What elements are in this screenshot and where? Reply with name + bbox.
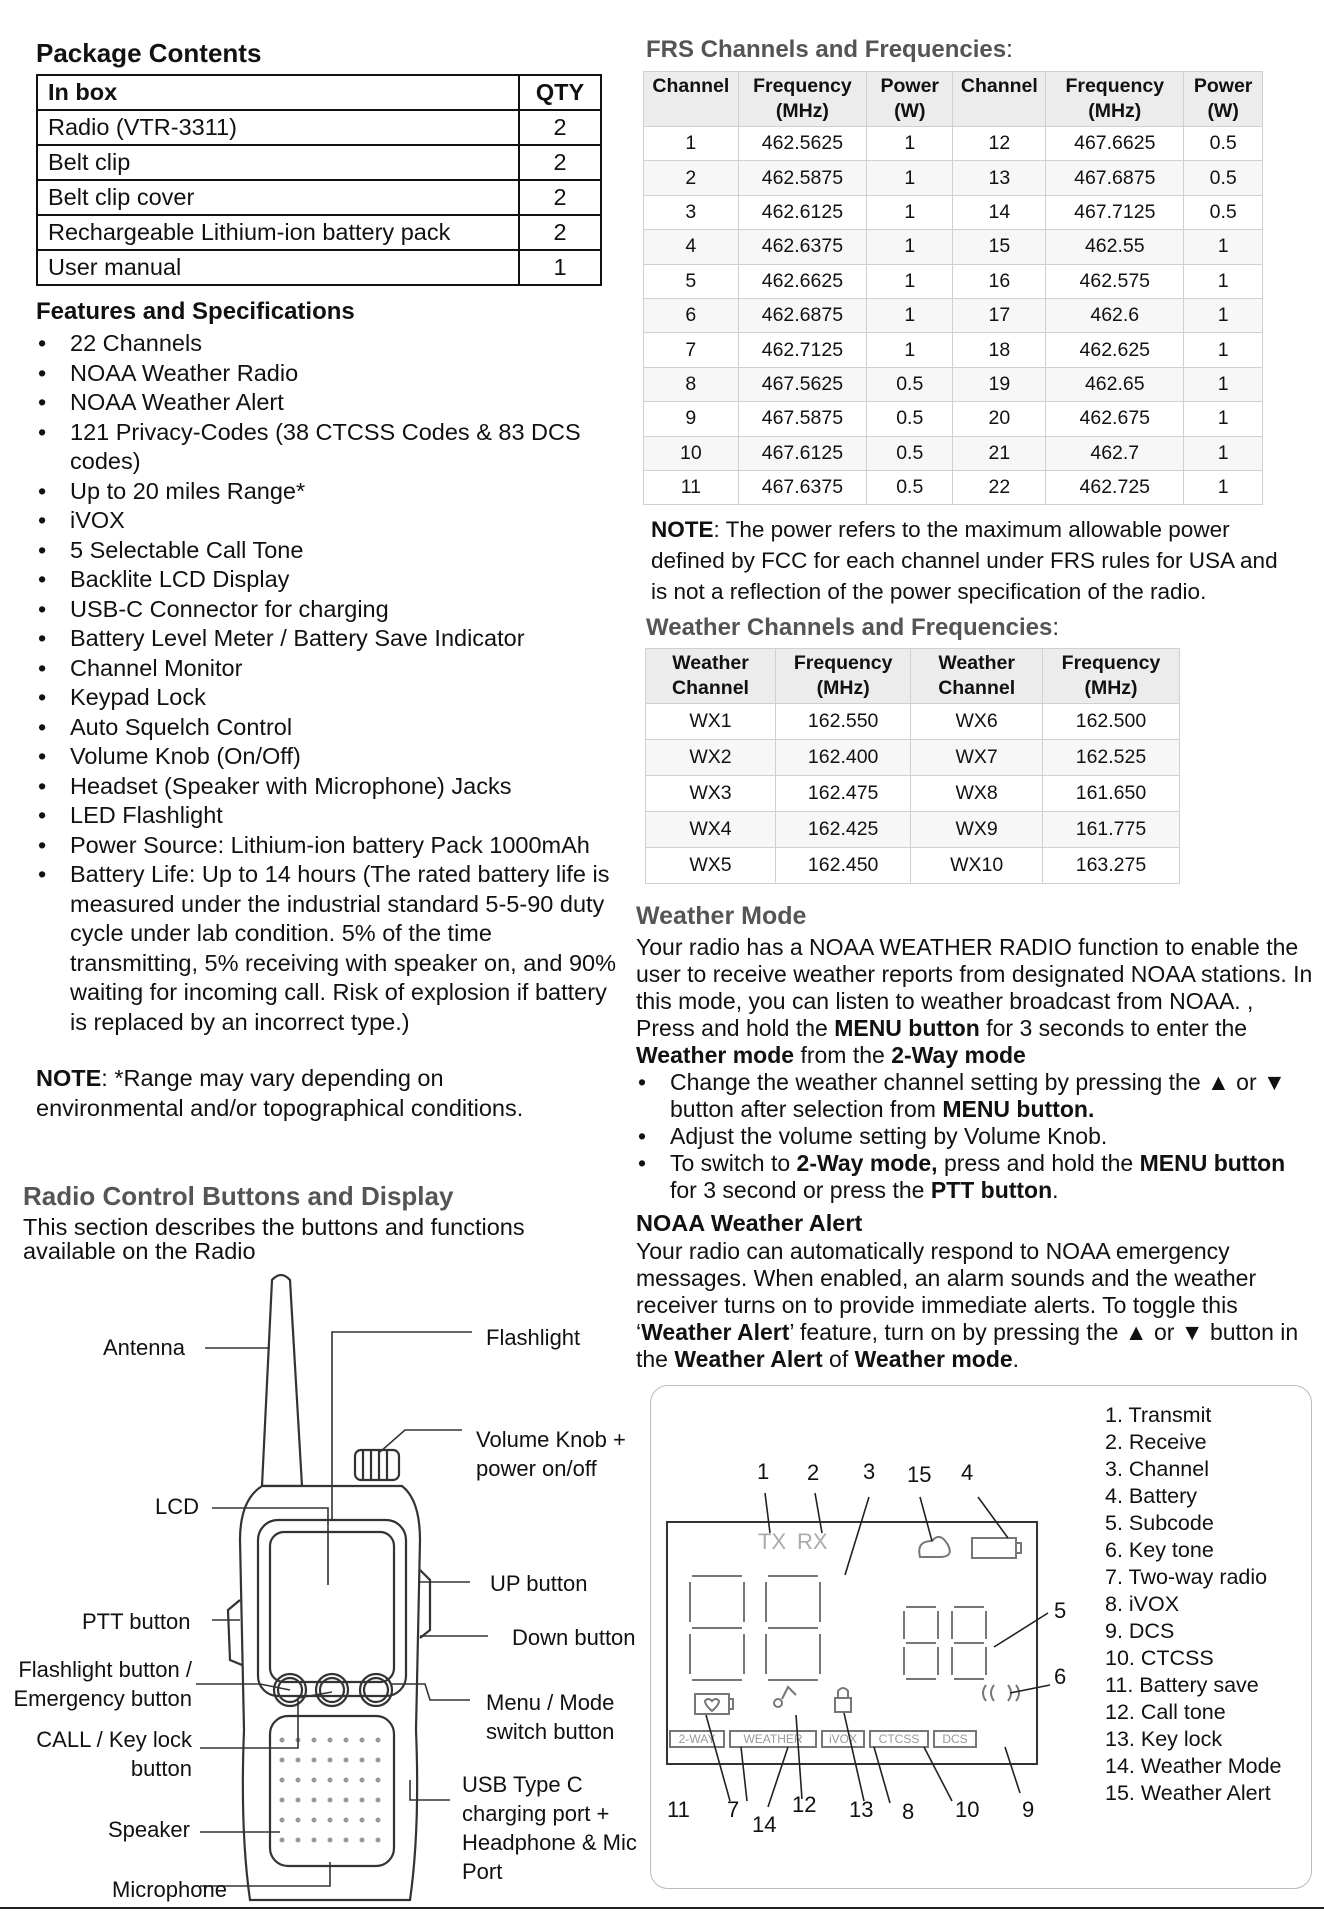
label-volume (476, 1425, 626, 1483)
table-cell: 462.65 (1046, 367, 1184, 401)
wa-text: of (822, 1346, 855, 1372)
table-header: Power (W) (1184, 72, 1263, 127)
table-cell: WX5 (646, 848, 776, 884)
table-row (37, 215, 601, 250)
table-row (646, 812, 1180, 848)
table-cell: 22 (953, 470, 1046, 504)
label-usb-line3: Headphone & Mic (462, 1830, 637, 1855)
legend-item: 13. Key lock (1105, 1727, 1223, 1751)
table-cell: 20 (953, 402, 1046, 436)
label-menu-line1: Menu / Mode (486, 1690, 615, 1715)
wm-bold: MENU button (834, 1015, 980, 1041)
table-cell: 2 (519, 110, 601, 145)
table-cell: 1 (1184, 367, 1263, 401)
table-cell: 1 (867, 298, 953, 332)
table-cell: 467.6625 (1046, 127, 1184, 161)
table-cell: 1 (867, 195, 953, 229)
label-down-button: Down button (512, 1625, 636, 1650)
label-usb-port (462, 1770, 637, 1886)
table-cell: 162.475 (776, 776, 911, 812)
table-cell: WX2 (646, 740, 776, 776)
label-flashlight-button-line1: Flashlight button / (18, 1657, 192, 1682)
wm-text: Your radio has a NOAA WEATHER RADIO function to enable the user to receive weather reports from designated NOAA stations. In this mode, you can listen to weather broadcast from NOAA. , Press and hold the (636, 934, 1313, 1041)
label-call-button (20, 1725, 192, 1783)
label-usb-line2: charging port + (462, 1801, 610, 1826)
table-cell: 462.7 (1046, 436, 1184, 470)
table-cell: 13 (953, 161, 1046, 195)
table-row (646, 776, 1180, 812)
wm-text: for 3 second or press the (670, 1177, 931, 1203)
weather-table-title (646, 614, 1059, 642)
weather-mode-title: Weather Mode (636, 902, 807, 930)
lcd-callout: 4 (961, 1460, 974, 1485)
weather-alert-text (636, 1238, 1316, 1373)
lcd-callout: 15 (907, 1462, 932, 1487)
table-cell: 1 (867, 230, 953, 264)
table-cell: 1 (867, 264, 953, 298)
table-cell: 467.7125 (1046, 195, 1184, 229)
table-cell: 0.5 (867, 367, 953, 401)
list-item (636, 1069, 1316, 1123)
table-cell: 462.5625 (738, 127, 866, 161)
table-cell: 162.425 (776, 812, 911, 848)
table-row (644, 367, 1263, 401)
feature-item: • Up to 20 miles Range* (36, 477, 626, 507)
label-antenna: Antenna (103, 1335, 185, 1360)
lcd-callout: 9 (1022, 1797, 1035, 1822)
legend-item: 4. Battery (1105, 1484, 1198, 1508)
table-cell: WX9 (911, 812, 1043, 848)
table-cell: 462.6625 (738, 264, 866, 298)
table-cell: 21 (953, 436, 1046, 470)
table-cell: 16 (953, 264, 1046, 298)
label-flashlight: Flashlight (486, 1325, 581, 1350)
table-cell: 1 (1184, 333, 1263, 367)
feature-item: • NOAA Weather Alert (36, 388, 626, 418)
table-cell: 161.775 (1042, 812, 1179, 848)
table-cell: 1 (867, 161, 953, 195)
table-cell: WX3 (646, 776, 776, 812)
package-table (36, 74, 602, 286)
table-cell: 1 (1184, 264, 1263, 298)
table-cell: Rechargeable Lithium-ion battery pack (37, 215, 519, 250)
table-row (646, 704, 1180, 740)
feature-item: • USB-C Connector for charging (36, 595, 626, 625)
feature-item: • 5 Selectable Call Tone (36, 536, 626, 566)
table-row (37, 250, 601, 285)
frs-table (643, 71, 1263, 505)
table-cell: 11 (644, 470, 739, 504)
table-cell: 162.525 (1042, 740, 1179, 776)
table-cell: WX4 (646, 812, 776, 848)
table-row (644, 333, 1263, 367)
table-cell: 462.6875 (738, 298, 866, 332)
table-cell: 462.575 (1046, 264, 1184, 298)
note-text: : *Range may vary depending on environmental and/or topographical conditions. (36, 1065, 524, 1121)
table-header: Weather Channel (911, 649, 1043, 704)
table-cell: 1 (1184, 436, 1263, 470)
table-row (644, 470, 1263, 504)
table-cell: 462.7125 (738, 333, 866, 367)
table-cell: 162.500 (1042, 704, 1179, 740)
weather-alert-title: NOAA Weather Alert (636, 1210, 863, 1236)
lcd-indicator-ivox: iVOX (828, 1732, 858, 1746)
table-cell: Radio (VTR-3311) (37, 110, 519, 145)
label-flashlight-button-line2: Emergency button (13, 1686, 192, 1711)
label-call-line1: CALL / Key lock (36, 1727, 192, 1752)
table-cell: 0.5 (1184, 161, 1263, 195)
table-cell: 1 (1184, 402, 1263, 436)
label-usb-line4: Port (462, 1859, 503, 1884)
wa-bold: Weather mode (854, 1346, 1013, 1372)
table-header: Frequency (MHz) (1046, 72, 1184, 127)
wa-text: Your radio can automatically respond to NOAA emergency messages. When enabled, an alarm sounds and the weather receiver turns on to provide immediate alerts. To toggle this ‘ (636, 1238, 1257, 1345)
table-cell: 19 (953, 367, 1046, 401)
wm-text: from the (794, 1042, 892, 1068)
wa-text: . (1012, 1346, 1020, 1372)
table-cell: 162.550 (776, 704, 911, 740)
wm-text: Adjust the volume setting by Volume Knob. (670, 1123, 1108, 1149)
table-cell: 0.5 (1184, 127, 1263, 161)
table-row (644, 264, 1263, 298)
legend-item: 7. Two-way radio (1105, 1565, 1268, 1589)
wm-bold: 2-Way mode, (796, 1150, 938, 1176)
wm-text: . (1052, 1177, 1059, 1203)
list-item (636, 1123, 1316, 1150)
table-cell: 2 (644, 161, 739, 195)
label-volume-line2: power on/off (476, 1456, 597, 1481)
feature-item: • Channel Monitor (36, 654, 626, 684)
table-cell: WX8 (911, 776, 1043, 812)
lcd-legend (1105, 1402, 1281, 1807)
table-row (644, 298, 1263, 332)
label-up-button: UP button (490, 1571, 588, 1596)
lcd-callout: 6 (1054, 1664, 1067, 1689)
table-row (37, 110, 601, 145)
table-cell: 1 (867, 333, 953, 367)
table-row (644, 72, 1263, 127)
wm-bold: MENU button (1139, 1150, 1286, 1176)
lcd-callout: 10 (955, 1797, 980, 1822)
table-row (37, 145, 601, 180)
table-header: In box (37, 75, 519, 110)
wm-bold: 2-Way mode (891, 1042, 1026, 1068)
feature-item: • 121 Privacy-Codes (38 CTCSS Codes & 83 DCS codes) (36, 418, 626, 477)
table-cell: 1 (519, 250, 601, 285)
wm-bold: MENU button. (942, 1096, 1095, 1122)
feature-item: • Keypad Lock (36, 683, 626, 713)
table-row (644, 230, 1263, 264)
feature-item: • LED Flashlight (36, 801, 626, 831)
table-cell: 462.6125 (738, 195, 866, 229)
label-flashlight-button (8, 1655, 192, 1713)
note-label: NOTE (36, 1065, 102, 1091)
table-cell: 4 (644, 230, 739, 264)
legend-item: 10. CTCSS (1105, 1646, 1214, 1670)
lcd-callout: 14 (752, 1812, 777, 1837)
page-divider (0, 1907, 1324, 1909)
lcd-callout: 5 (1054, 1598, 1067, 1623)
table-cell: 18 (953, 333, 1046, 367)
table-cell: 462.725 (1046, 470, 1184, 504)
feature-item: • Battery Level Meter / Battery Save Indicator (36, 624, 626, 654)
table-cell: 467.5875 (738, 402, 866, 436)
table-cell: 15 (953, 230, 1046, 264)
label-call-line2: button (130, 1756, 192, 1781)
table-cell: 462.6375 (738, 230, 866, 264)
weather-title-suffix: : (1052, 614, 1060, 641)
radio-controls-title: Radio Control Buttons and Display (23, 1181, 454, 1211)
table-row (37, 180, 601, 215)
table-cell: 1 (644, 127, 739, 161)
table-cell: WX10 (911, 848, 1043, 884)
table-cell: WX1 (646, 704, 776, 740)
table-cell: 0.5 (867, 470, 953, 504)
legend-item: 1. Transmit (1105, 1403, 1212, 1427)
table-cell: 6 (644, 298, 739, 332)
label-microphone: Microphone (112, 1877, 227, 1902)
feature-item: • NOAA Weather Radio (36, 359, 626, 389)
wa-bold: Weather Alert (674, 1346, 823, 1372)
table-cell: Belt clip cover (37, 180, 519, 215)
label-menu-button (486, 1688, 614, 1746)
table-cell: 14 (953, 195, 1046, 229)
label-menu-line2: switch button (486, 1719, 615, 1744)
feature-item: • Auto Squelch Control (36, 713, 626, 743)
table-cell: 2 (519, 215, 601, 250)
label-usb-line1: USB Type C (462, 1772, 583, 1797)
frs-title (646, 36, 1013, 64)
table-cell: User manual (37, 250, 519, 285)
weather-mode-text (636, 934, 1316, 1204)
table-cell: 0.5 (867, 402, 953, 436)
legend-item: 9. DCS (1105, 1619, 1175, 1643)
wm-text: for 3 seconds to enter the (979, 1015, 1248, 1041)
table-cell: 462.6 (1046, 298, 1184, 332)
table-cell: 0.5 (867, 436, 953, 470)
table-cell: 467.6875 (1046, 161, 1184, 195)
legend-list (1105, 1402, 1281, 1807)
features-title: Features and Specifications (36, 298, 355, 325)
lcd-callout: 3 (863, 1459, 876, 1484)
label-ptt-button: PTT button (82, 1609, 191, 1634)
table-cell: 9 (644, 402, 739, 436)
feature-item: • 22 Channels (36, 329, 626, 359)
table-header: Weather Channel (646, 649, 776, 704)
table-cell: 161.650 (1042, 776, 1179, 812)
table-cell: 8 (644, 367, 739, 401)
note-label: NOTE (651, 517, 714, 542)
table-row (644, 161, 1263, 195)
table-header: Frequency (MHz) (738, 72, 866, 127)
wm-bold: PTT button (930, 1177, 1053, 1203)
table-cell: 467.5625 (738, 367, 866, 401)
table-cell: 3 (644, 195, 739, 229)
table-cell: 462.5875 (738, 161, 866, 195)
table-cell: 0.5 (1184, 195, 1263, 229)
table-cell: WX6 (911, 704, 1043, 740)
table-cell: 162.400 (776, 740, 911, 776)
feature-item: • iVOX (36, 506, 626, 536)
label-volume-line1: Volume Knob + (476, 1427, 626, 1452)
table-cell: 1 (1184, 298, 1263, 332)
table-cell: WX7 (911, 740, 1043, 776)
table-cell: 10 (644, 436, 739, 470)
legend-item: 14. Weather Mode (1105, 1754, 1282, 1778)
lcd-indicator-dcs: DCS (942, 1732, 968, 1746)
wm-text: press and hold the (937, 1150, 1140, 1176)
lcd-indicator-2way: 2-WAY (678, 1732, 716, 1746)
table-cell: 2 (519, 145, 601, 180)
table-cell: Belt clip (37, 145, 519, 180)
table-header: Power (W) (867, 72, 953, 127)
legend-item: 6. Key tone (1105, 1538, 1214, 1562)
feature-item: • Backlite LCD Display (36, 565, 626, 595)
table-cell: 1 (1184, 470, 1263, 504)
radio-controls-desc: This section describes the buttons and functions available on the Radio (23, 1214, 525, 1264)
lcd-callout: 13 (849, 1797, 874, 1822)
table-cell: 17 (953, 298, 1046, 332)
table-header: Channel (953, 72, 1046, 127)
legend-item: 5. Subcode (1105, 1511, 1214, 1535)
feature-item: • Headset (Speaker with Microphone) Jacks (36, 772, 626, 802)
feature-item: • Power Source: Lithium-ion battery Pack 1000mAh (36, 831, 626, 861)
table-cell: 162.450 (776, 848, 911, 884)
table-row (37, 75, 601, 110)
legend-item: 15. Weather Alert (1105, 1781, 1271, 1805)
table-cell: 2 (519, 180, 601, 215)
lcd-callout: 7 (727, 1797, 740, 1822)
legend-item: 11. Battery save (1105, 1673, 1259, 1697)
lcd-indicator-rx: RX (797, 1529, 828, 1554)
wm-text: To switch to (670, 1150, 797, 1176)
feature-item: • Battery Life: Up to 14 hours (The rated battery life is measured under the industrial standard 5-5-90 duty cycle under lab condition. 5% of the time transmitting, 5% receiving with speaker on, and 90% waiting for incoming call. Risk of explosion if battery is replaced by an incorrect type.) (36, 860, 626, 1037)
table-header: QTY (519, 75, 601, 110)
table-header: Frequency (MHz) (1042, 649, 1179, 704)
wm-bold: Weather mode (636, 1042, 795, 1068)
note-text: : The power refers to the maximum allowable power defined by FCC for each channel under FRS rules for USA and is not a reflection of the power specification of the radio. (651, 517, 1278, 604)
table-cell: 462.675 (1046, 402, 1184, 436)
lcd-indicator-tx: TX (758, 1529, 787, 1554)
table-row (646, 649, 1180, 704)
legend-item: 8. iVOX (1105, 1592, 1180, 1616)
feature-item: • Volume Knob (On/Off) (36, 742, 626, 772)
weather-table (645, 648, 1180, 884)
table-cell: 163.275 (1042, 848, 1179, 884)
lcd-callout: 2 (807, 1460, 820, 1485)
table-cell: 467.6375 (738, 470, 866, 504)
list-item (636, 1150, 1316, 1204)
table-row (646, 740, 1180, 776)
lcd-indicator-ctcss: CTCSS (878, 1732, 920, 1746)
wm-text: Change the weather channel setting by pressing the ▲ or ▼ button after selection from (670, 1069, 1286, 1122)
features-list (36, 329, 626, 1037)
table-cell: 1 (867, 127, 953, 161)
table-cell: 1 (1184, 230, 1263, 264)
lcd-callout: 11 (667, 1797, 690, 1822)
table-cell: 7 (644, 333, 739, 367)
legend-item: 3. Channel (1105, 1457, 1209, 1481)
table-row (644, 436, 1263, 470)
weather-title-text: Weather Channels and Frequencies (646, 614, 1053, 641)
table-header: Frequency (MHz) (776, 649, 911, 704)
table-row (644, 195, 1263, 229)
frs-title-text: FRS Channels and Frequencies (646, 36, 1007, 63)
lcd-callout: 1 (757, 1459, 770, 1484)
weather-mode-list (636, 1069, 1316, 1204)
table-row (644, 127, 1263, 161)
table-cell: 5 (644, 264, 739, 298)
package-title: Package Contents (36, 38, 262, 68)
table-cell: 12 (953, 127, 1046, 161)
table-row (644, 402, 1263, 436)
frs-note (651, 514, 1291, 607)
label-speaker: Speaker (108, 1817, 190, 1842)
wa-bold: Weather Alert (641, 1319, 790, 1345)
label-lcd: LCD (155, 1494, 200, 1519)
legend-item: 2. Receive (1105, 1430, 1207, 1454)
legend-item: 12. Call tone (1105, 1700, 1226, 1724)
lcd-callout: 8 (902, 1799, 915, 1824)
table-cell: 467.6125 (738, 436, 866, 470)
table-row (646, 848, 1180, 884)
table-cell: 462.625 (1046, 333, 1184, 367)
features-note (36, 1064, 596, 1123)
table-cell: 462.55 (1046, 230, 1184, 264)
frs-title-suffix: : (1006, 36, 1013, 63)
lcd-callout: 12 (792, 1792, 817, 1817)
wa-text: ’ feature, turn on by pressing the ▲ or ▼ button in the (636, 1319, 1299, 1372)
lcd-indicator-weather: WEATHER (743, 1732, 803, 1746)
table-header: Channel (644, 72, 739, 127)
